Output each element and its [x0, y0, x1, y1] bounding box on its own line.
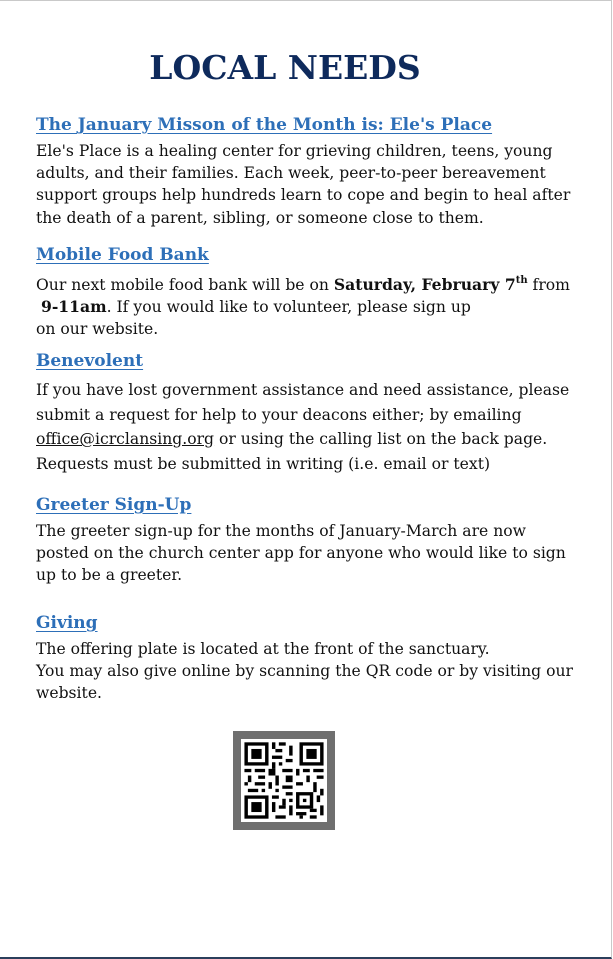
food-bank-date: Saturday, February 7	[333, 275, 516, 294]
food-bank-line-1	[36, 270, 591, 296]
benevolent-line: If you have lost government assistance and need assistance, please	[36, 381, 570, 399]
giving-line: The offering plate is located at the front of the sanctuary.	[36, 640, 490, 658]
benevolent-text: or using the calling list on the back page.	[214, 430, 548, 448]
giving-line: website.	[36, 684, 102, 703]
giving-line: You may also give online by scanning the QR code or by visiting our	[36, 662, 573, 681]
food-bank-text: . If you would like to volunteer, please sign up	[106, 298, 471, 317]
mission-line: adults, and their families. Each week, peer-to-peer bereavement	[36, 164, 546, 183]
benevolent-line: submit a request for help to your deacons either; by emailing	[36, 405, 522, 424]
greeter-line: posted on the church center app for anyone who would like to sign	[36, 544, 566, 563]
benevolent-body	[36, 378, 591, 476]
greeter-line: up to be a greeter.	[36, 566, 183, 585]
greeter-heading[interactable]: Greeter Sign-Up	[36, 495, 192, 515]
greeter-line: The greeter sign-up for the months of January-March are now	[36, 522, 526, 540]
qr-code-frame[interactable]	[233, 731, 335, 830]
email-link[interactable]: office@icrclansing.org	[36, 430, 215, 448]
mission-line: the death of a parent, sibling, or someone close to them.	[36, 208, 484, 227]
date-suffix: th	[515, 275, 528, 286]
benevolent-line: Requests must be submitted in writing (i.e. email or text)	[36, 454, 491, 473]
food-bank-text: from	[527, 276, 570, 294]
food-bank-text: Our next mobile food bank will be on	[36, 276, 334, 294]
mission-body	[36, 140, 591, 229]
food-bank-time: 9-11am	[40, 297, 107, 317]
benevolent-line-3	[36, 427, 591, 452]
food-bank-line-2	[36, 296, 591, 318]
page-title: LOCAL NEEDS	[149, 48, 421, 87]
giving-body	[36, 638, 591, 705]
greeter-body	[36, 520, 591, 587]
food-bank-line-3: on our website.	[36, 320, 159, 339]
giving-heading[interactable]: Giving	[36, 613, 98, 633]
qr-code-svg	[241, 739, 327, 822]
mission-heading[interactable]: The January Misson of the Month is: Ele's Place	[36, 115, 493, 135]
mission-line: Ele's Place is a healing center for grieving children, teens, young	[36, 142, 553, 160]
food-bank-heading[interactable]: Mobile Food Bank	[36, 245, 209, 265]
qr-code-icon[interactable]	[241, 739, 327, 822]
benevolent-heading[interactable]: Benevolent	[36, 351, 144, 371]
food-bank-body	[36, 270, 591, 341]
mission-line: support groups help hundreds learn to cope and begin to heal after	[36, 186, 571, 205]
